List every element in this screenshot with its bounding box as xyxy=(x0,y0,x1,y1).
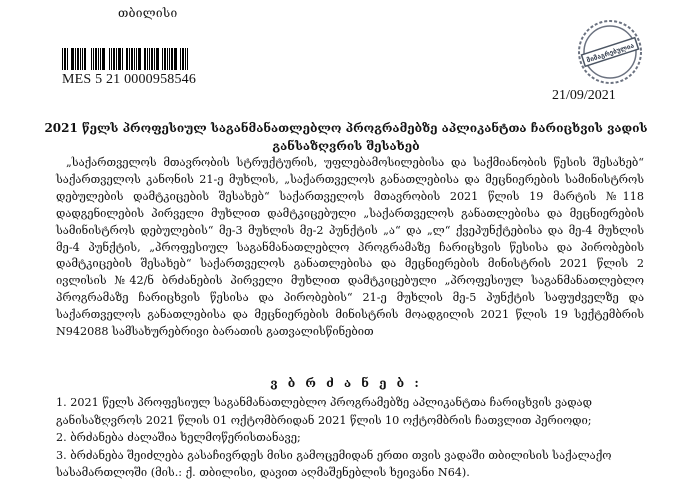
barcode-bar xyxy=(160,48,161,70)
barcode-bar xyxy=(77,48,79,70)
barcode-bar xyxy=(109,48,110,70)
order-item: 3. ბრძანება შეიძლება გასაჩივრდეს მისი გამოცემიდან ერთი თვის ვადაში თბილისის საქალაქო სასამართლოში (მის.: ქ. თბილისი, დავით აღმაშენებლის ხეივანი N64). xyxy=(56,448,612,479)
barcode-bar xyxy=(71,48,74,70)
barcode-bar xyxy=(142,48,143,70)
barcode-bar xyxy=(95,48,97,70)
barcode-bar xyxy=(113,48,115,70)
order-item: 1. 2021 წელს პროფესიულ საგანმანათლებლო პროგრამებზე აპლიკანტთა ჩარიცხვის ვადად განისაზღვროს 2021 წლის 01 ოქტომბრიდან 2021 წლის 10 ოქტომბრის ჩათვლით პერიოდი; xyxy=(56,396,592,427)
title-line-1: 2021 წელს პროფესიულ საგანმანათლებლო პროგრამებზე აპლიკანტთა ჩარიცხვის ვადის xyxy=(44,121,648,135)
barcode-bar xyxy=(187,48,188,70)
barcode-bar xyxy=(116,48,117,70)
barcode-bar xyxy=(134,48,135,70)
barcode-bar xyxy=(136,48,137,70)
barcode-bar xyxy=(91,48,92,70)
barcode-bar xyxy=(82,48,83,70)
barcode-bar xyxy=(75,48,76,70)
barcode-bar xyxy=(84,48,86,70)
barcode-bar xyxy=(185,48,186,70)
barcode xyxy=(62,48,212,70)
barcode-bar xyxy=(167,48,168,70)
barcode-bar xyxy=(178,48,179,70)
barcode-bar xyxy=(64,48,66,70)
barcode-bar xyxy=(80,48,81,70)
stamp-label: მიმაგრებულია xyxy=(585,41,636,65)
document-id: MES 5 21 0000958546 xyxy=(62,72,197,87)
barcode-bar xyxy=(87,48,90,70)
barcode-bar xyxy=(151,48,153,70)
barcode-bar xyxy=(124,48,125,70)
city-header: თბილისი xyxy=(118,6,178,20)
barcode-bar xyxy=(147,48,148,70)
barcode-bar xyxy=(106,48,108,70)
barcode-bar xyxy=(182,48,184,70)
barcode-bar xyxy=(98,48,99,70)
barcode-bar xyxy=(93,48,94,70)
barcode-bar xyxy=(67,48,68,70)
barcode-bar xyxy=(174,48,177,70)
barcode-bar xyxy=(111,48,112,70)
stamp-icon xyxy=(576,18,644,86)
barcode-bar xyxy=(154,48,155,70)
document-date: 21/09/2021 xyxy=(552,88,616,103)
barcode-bar xyxy=(69,48,70,70)
barcode-bar xyxy=(126,48,128,70)
order-list xyxy=(56,394,644,482)
barcode-bar xyxy=(118,48,121,70)
barcode-bar xyxy=(162,48,163,70)
barcode-bar xyxy=(102,48,105,70)
document-title xyxy=(0,119,692,155)
preamble-paragraph: „საქართველოს მთავრობის სტრუქტურის, უფლებამოსილებისა და საქმიანობის წესის შესახებ“ საქართველოს კანონის 21-ე მუხლის, „საქართველოს განათლებისა და მეცნიერების სამინისტროს დებულების დამტკიცების შესახებ“ საქართველოს მთავრობის 2021 წლის 19 მარტის №118 დადგენილების პირველი მუხლით დამტკიცებული „საქართველოს განათლებისა და მეცნიერების სამინისტროს დებულების“ მე-3 მუხლის მე-2 პუნქტის „ა“ და „ლ“ ქვეპუნქტებისა და მე-4 მუხლის მე-4 პუნქტის, „პროფესიულ საგანმანათლებლო პროგრამაზე ჩარიცხვის წესისა და პირობების დამტკიცების შესახებ“ საქართველოს განათლებისა და მეცნიერების მინისტრის 2021 წლის 2 ივლისის №42/ნ ბრძანების პირველი მუხლით დამტკიცებული „პროფესიულ საგანმანათლებლო პროგრამაზე ჩარიცხვის წესისა და პირობების“ 21-ე მუხლის მე-5 პუნქტის საფუძველზე და საქართველოს განათლებისა და მეცნიერების მინისტრის მოადგილის 2021 წლის 19 სექტემბრის N942088 სამსახურებრივი ბარათის გათვალისწინებით xyxy=(56,156,644,339)
barcode-bar xyxy=(122,48,123,70)
barcode-bar xyxy=(144,48,146,70)
barcode-bar xyxy=(180,48,181,70)
barcode-bar xyxy=(62,48,63,70)
barcode-bar xyxy=(138,48,141,70)
barcode-bar xyxy=(164,48,166,70)
barcode-bar xyxy=(129,48,130,70)
barcode-bar xyxy=(156,48,159,70)
barcode-bar xyxy=(131,48,133,70)
title-line-2: განსაზღვრის შესახებ xyxy=(272,139,420,153)
order-item: 2. ბრძანება ძალაშია ხელმოწერისთანავე; xyxy=(56,431,301,444)
barcode-bar xyxy=(169,48,170,70)
barcode-bar xyxy=(100,48,101,70)
barcode-bar xyxy=(171,48,173,70)
barcode-bar xyxy=(149,48,150,70)
order-heading: ვ ბ რ ძ ა ნ ე ბ : xyxy=(270,376,422,390)
